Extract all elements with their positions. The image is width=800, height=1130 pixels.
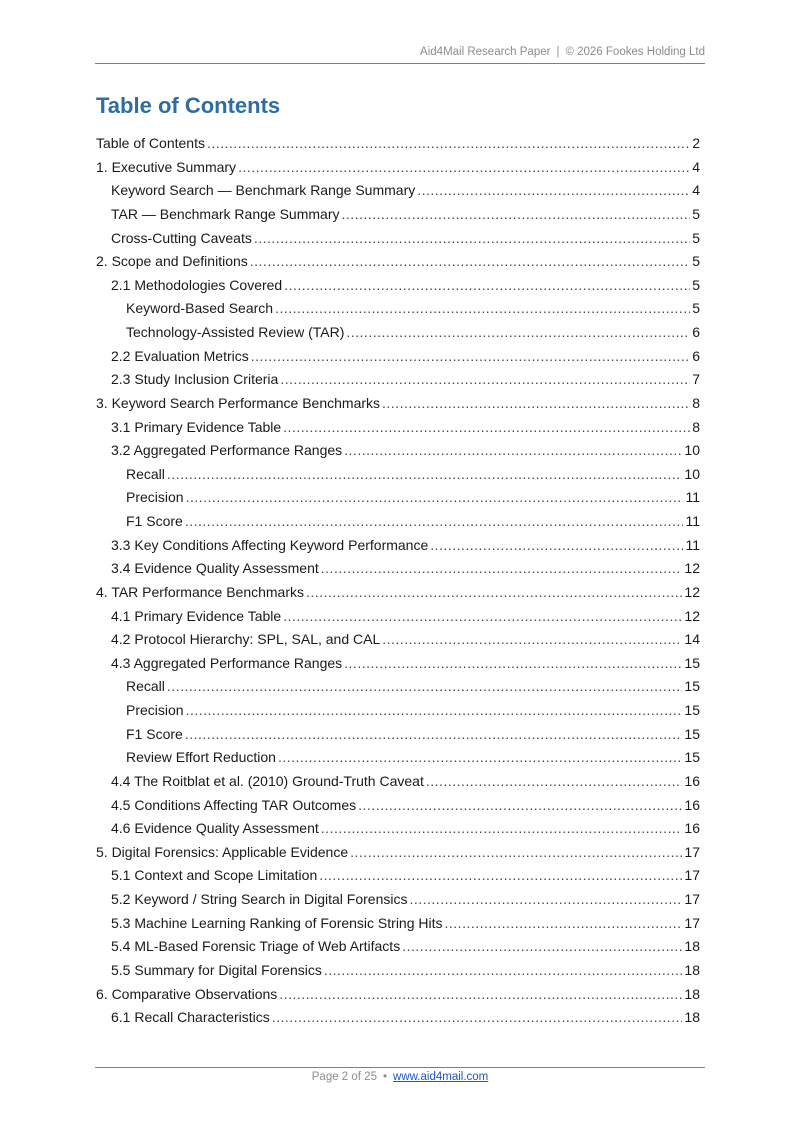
toc-dot-leader [402, 935, 682, 959]
toc-entry-page-number: 17 [684, 891, 700, 907]
toc-entry-title: 4.3 Aggregated Performance Ranges [111, 654, 343, 671]
toc-entry-page-number: 5 [692, 205, 700, 222]
toc-entry-page-number: 8 [692, 394, 700, 411]
toc-dot-leader [346, 321, 690, 345]
toc-dot-leader [324, 959, 683, 983]
toc-entry-title: 5.4 ML-Based Forensic Triage of Web Artifacts [111, 938, 401, 955]
toc-entry[interactable] [96, 699, 700, 723]
toc-entry-page-number: 6 [692, 324, 700, 340]
toc-dot-leader [426, 770, 683, 794]
toc-dot-leader [321, 817, 683, 841]
toc-entry-title: 3.2 Aggregated Performance Ranges [111, 442, 343, 459]
toc-entry-page-number: 16 [684, 772, 700, 789]
toc-entry-title: Precision [126, 489, 184, 506]
header-paper-label: Aid4Mail Research Paper [420, 46, 551, 58]
toc-dot-leader [306, 581, 682, 605]
toc-dot-leader [186, 699, 683, 723]
toc-entry[interactable] [96, 605, 700, 629]
toc-dot-leader [344, 652, 682, 676]
toc-entry-page-number: 14 [684, 631, 700, 648]
toc-entry[interactable] [96, 557, 700, 581]
toc-entry-title: 2.2 Evaluation Metrics [111, 347, 249, 364]
toc-entry[interactable] [96, 463, 700, 487]
toc-entry-page-number: 16 [684, 796, 700, 813]
toc-entry[interactable] [96, 227, 700, 251]
toc-dot-leader [409, 888, 682, 912]
toc-entry-title: 5.3 Machine Learning Ranking of Forensic String Hits [111, 914, 443, 931]
toc-entry[interactable] [96, 179, 700, 203]
toc-entry-page-number: 11 [685, 489, 700, 506]
toc-entry-title: 2.3 Study Inclusion Criteria [111, 371, 279, 388]
toc-entry-title: Recall [126, 465, 165, 482]
toc-entry[interactable] [96, 510, 700, 534]
toc-entry-page-number: 18 [684, 961, 700, 978]
toc-dot-leader [283, 605, 682, 629]
toc-entry-page-number: 15 [684, 749, 700, 766]
toc-dot-leader [417, 179, 690, 203]
toc-entry-title: F1 Score [126, 725, 183, 742]
toc-entry[interactable] [96, 486, 700, 510]
footer-website-link[interactable]: www.aid4mail.com [393, 1071, 489, 1083]
toc-entry-title: 4.1 Primary Evidence Table [111, 607, 282, 624]
toc-entry-title: 6.1 Recall Characteristics [111, 1009, 270, 1026]
toc-dot-leader [279, 983, 682, 1007]
toc-entry-page-number: 10 [684, 442, 700, 459]
toc-entry-page-number: 11 [685, 513, 700, 529]
toc-entry-title: Keyword-Based Search [126, 300, 274, 317]
toc-entry-page-number: 15 [684, 702, 700, 718]
toc-dot-leader [284, 274, 690, 298]
toc-entry-title: 3. Keyword Search Performance Benchmarks [96, 394, 381, 411]
toc-entry-page-number: 15 [684, 654, 700, 671]
toc-dot-leader [358, 794, 682, 818]
toc-entry[interactable] [96, 156, 700, 180]
toc-entry-title: 3.3 Key Conditions Affecting Keyword Performance [111, 536, 429, 553]
toc-entry-page-number: 17 [684, 867, 700, 884]
toc-entry-title: F1 Score [126, 513, 183, 529]
toc-entry-title: Precision [126, 702, 184, 718]
toc-entry-page-number: 12 [684, 607, 700, 624]
toc-dot-leader [278, 746, 682, 770]
toc-entry-title: 4.2 Protocol Hierarchy: SPL, SAL, and CAL [111, 631, 381, 648]
toc-dot-leader [275, 297, 690, 321]
toc-entry[interactable] [96, 959, 700, 983]
toc-entry-page-number: 2 [692, 135, 700, 151]
toc-entry[interactable] [96, 345, 700, 369]
toc-entry-title: 5.1 Context and Scope Limitation [111, 867, 318, 884]
toc-entry-title: Keyword Search — Benchmark Range Summary [111, 182, 416, 199]
toc-entry-title: 4.4 The Roitblat et al. (2010) Ground-Truth Caveat [111, 772, 424, 789]
toc-entry-page-number: 6 [692, 347, 700, 364]
toc-entry[interactable] [96, 628, 700, 652]
toc-entry[interactable] [96, 746, 700, 770]
toc-entry[interactable] [96, 368, 700, 392]
toc-entry-page-number: 4 [692, 158, 700, 175]
toc-dot-leader [167, 463, 683, 487]
toc-entry-title: Recall [126, 678, 165, 695]
page-title: Table of Contents [96, 93, 281, 118]
toc-entry[interactable] [96, 723, 700, 747]
toc-entry-page-number: 18 [684, 985, 700, 1002]
toc-entry-title: 3.1 Primary Evidence Table [111, 418, 282, 435]
toc-entry-page-number: 18 [684, 938, 700, 955]
toc-entry[interactable] [96, 817, 700, 841]
toc-entry[interactable] [96, 439, 700, 463]
toc-dot-leader [350, 841, 682, 865]
toc-dot-leader [430, 534, 683, 558]
toc-dot-leader [283, 416, 690, 440]
toc-entry[interactable] [96, 203, 700, 227]
page-header [95, 46, 705, 64]
toc-entry-page-number: 15 [684, 678, 700, 695]
toc-entry-page-number: 8 [692, 418, 700, 435]
toc-entry-title: 2.1 Methodologies Covered [111, 276, 283, 293]
toc-entry-title: Review Effort Reduction [126, 749, 276, 766]
toc-dot-leader [382, 628, 682, 652]
toc-entry-title: Technology-Assisted Review (TAR) [126, 324, 345, 340]
toc-entry[interactable] [96, 675, 700, 699]
header-copyright: © 2026 Fookes Holding Ltd [565, 46, 705, 58]
toc-dot-leader [344, 439, 682, 463]
toc-dot-leader [207, 132, 690, 156]
toc-entry[interactable] [96, 581, 700, 605]
toc-entry[interactable] [96, 864, 700, 888]
toc-entry-page-number: 5 [692, 253, 700, 270]
toc-entry[interactable] [96, 321, 700, 345]
toc-dot-leader [167, 675, 683, 699]
toc-entry-page-number: 17 [684, 914, 700, 931]
toc-entry[interactable] [96, 794, 700, 818]
toc-dot-leader [321, 557, 683, 581]
toc-entry[interactable] [96, 297, 700, 321]
toc-entry[interactable] [96, 770, 700, 794]
toc-entry-page-number: 5 [692, 276, 700, 293]
toc-entry[interactable] [96, 274, 700, 298]
toc-dot-leader [445, 912, 683, 936]
toc-dot-leader [251, 345, 690, 369]
toc-entry-title: 5.5 Summary for Digital Forensics [111, 961, 322, 978]
toc-entry-page-number: 18 [684, 1009, 700, 1026]
toc-entry-title: 6. Comparative Observations [96, 985, 278, 1002]
toc-entry[interactable] [96, 534, 700, 558]
toc-dot-leader [280, 368, 690, 392]
toc-entry[interactable] [96, 392, 700, 416]
toc-entry-page-number: 4 [692, 182, 700, 199]
toc-dot-leader [382, 392, 690, 416]
toc-entry[interactable] [96, 132, 700, 156]
toc-dot-leader [341, 203, 690, 227]
toc-entry[interactable] [96, 983, 700, 1007]
toc-entry-page-number: 12 [684, 583, 700, 600]
toc-entry-page-number: 7 [692, 371, 700, 388]
toc-entry-title: 4.6 Evidence Quality Assessment [111, 820, 319, 837]
toc-entry-page-number: 17 [684, 843, 700, 860]
toc-dot-leader [185, 510, 684, 534]
table-of-contents [96, 132, 700, 1030]
toc-entry[interactable] [96, 935, 700, 959]
header-separator: | [556, 46, 560, 58]
toc-entry[interactable] [96, 1006, 700, 1030]
toc-entry-title: 5.2 Keyword / String Search in Digital Forensics [111, 891, 408, 907]
toc-entry-title: 5. Digital Forensics: Applicable Evidence [96, 843, 349, 860]
toc-entry-title: 1. Executive Summary [96, 158, 237, 175]
toc-dot-leader [254, 227, 690, 251]
toc-entry[interactable] [96, 250, 700, 274]
toc-entry[interactable] [96, 888, 700, 912]
page-footer [95, 1067, 705, 1083]
toc-entry[interactable] [96, 841, 700, 865]
toc-entry[interactable] [96, 652, 700, 676]
toc-entry-title: 3.4 Evidence Quality Assessment [111, 560, 319, 577]
toc-entry[interactable] [96, 416, 700, 440]
toc-entry-title: TAR — Benchmark Range Summary [111, 205, 340, 222]
toc-entry-page-number: 11 [685, 536, 700, 553]
toc-dot-leader [185, 723, 683, 747]
toc-dot-leader [250, 250, 690, 274]
toc-dot-leader [238, 156, 690, 180]
toc-entry-page-number: 5 [692, 229, 700, 246]
toc-entry-title: Cross-Cutting Caveats [111, 229, 252, 246]
toc-dot-leader [272, 1006, 683, 1030]
toc-entry-page-number: 10 [684, 465, 700, 482]
toc-entry-title: 4.5 Conditions Affecting TAR Outcomes [111, 796, 357, 813]
toc-entry[interactable] [96, 912, 700, 936]
toc-entry-page-number: 5 [692, 300, 700, 317]
toc-entry-page-number: 15 [684, 725, 700, 742]
toc-entry-page-number: 16 [684, 820, 700, 837]
toc-dot-leader [319, 864, 682, 888]
toc-entry-page-number: 12 [684, 560, 700, 577]
toc-dot-leader [186, 486, 684, 510]
toc-entry-title: 2. Scope and Definitions [96, 253, 248, 270]
footer-bullet: • [382, 1071, 388, 1083]
toc-entry-title: 4. TAR Performance Benchmarks [96, 583, 305, 600]
footer-page-number: Page 2 of 25 [311, 1071, 377, 1083]
toc-entry-title: Table of Contents [96, 135, 205, 151]
